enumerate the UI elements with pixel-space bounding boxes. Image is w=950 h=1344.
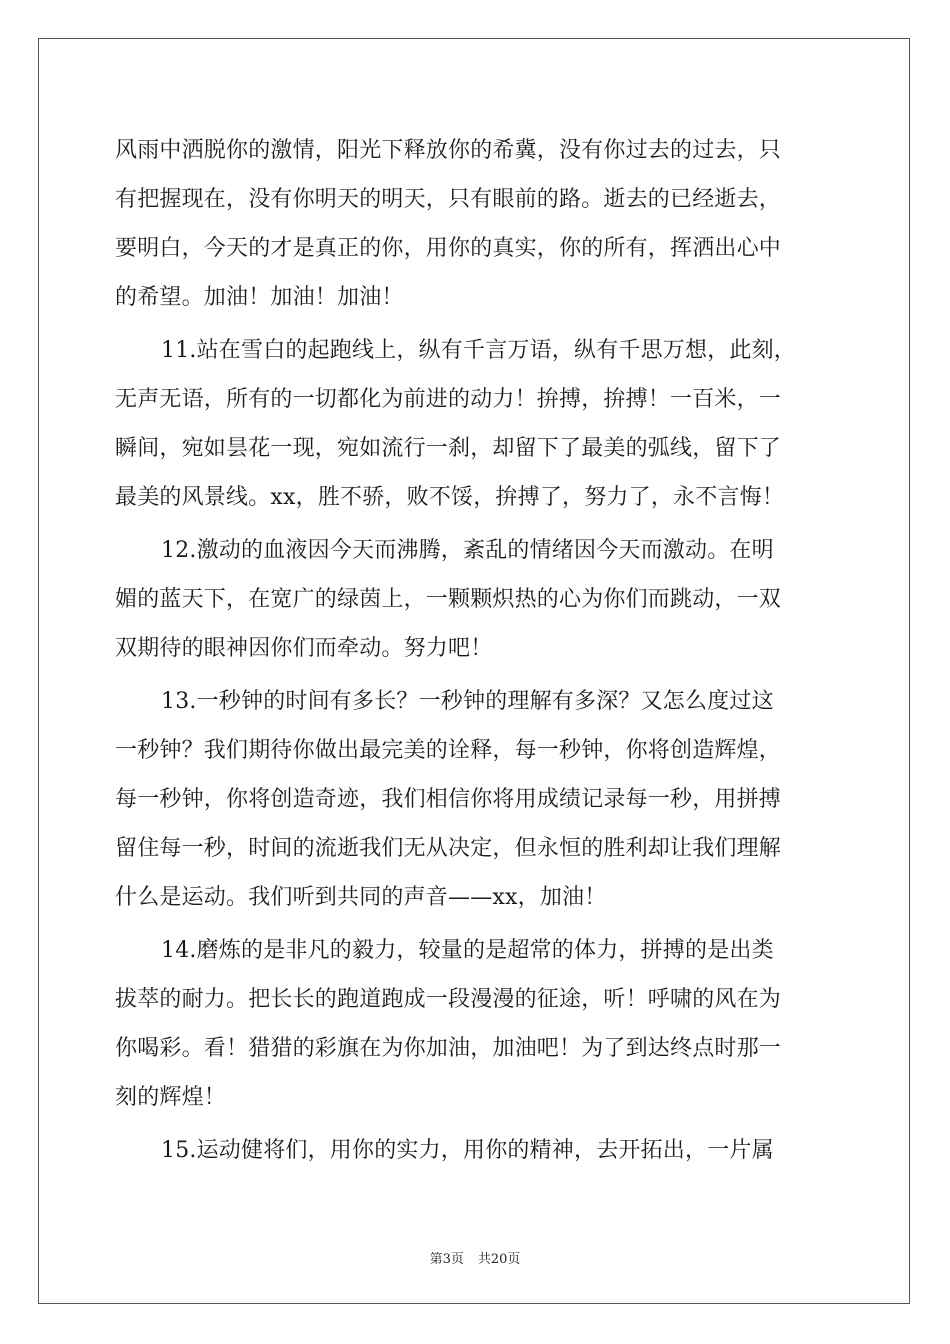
text-line: 有把握现在，没有你明天的明天，只有眼前的路。逝去的已经逝去， xyxy=(115,187,782,212)
text-line: 最美的风景线。xx，胜不骄，败不馁，拚搏了，努力了，永不言悔！ xyxy=(115,485,785,510)
text-line: 每一秒钟，你将创造奇迹，我们相信你将用成绩记录每一秒，用拼搏 xyxy=(115,787,782,812)
text-line: 一秒钟？我们期待你做出最完美的诠释，每一秒钟，你将创造辉煌， xyxy=(115,738,782,763)
paragraph-14-first-line: 14.磨炼的是非凡的毅力，较量的是超常的体力，拼搏的是出类 xyxy=(161,938,774,963)
paragraph-12-first-line: 12.激动的血液因今天而沸腾，紊乱的情绪因今天而激动。在明 xyxy=(161,538,774,563)
text-line: 风雨中洒脱你的激情，阳光下释放你的希冀，没有你过去的过去，只 xyxy=(115,138,782,163)
text-line: 留住每一秒，时间的流逝我们无从决定，但永恒的胜利却让我们理解 xyxy=(115,836,782,861)
document-body xyxy=(115,126,837,1175)
text-line: 瞬间，宛如昙花一现，宛如流行一刹，却留下了最美的弧线，留下了 xyxy=(115,436,782,461)
page-number: 第3页 xyxy=(429,1252,464,1267)
paragraph-15-first-line: 15.运动健将们，用你的实力，用你的精神，去开拓出，一片属 xyxy=(161,1138,774,1163)
text-line: 刻的辉煌！ xyxy=(115,1085,227,1110)
page-footer xyxy=(0,1248,950,1267)
paragraph-11-first-line: 11.站在雪白的起跑线上，纵有千言万语，纵有千思万想，此刻， xyxy=(161,338,796,363)
text-line: 的希望。加油！加油！加油！ xyxy=(115,285,404,310)
text-line: 你喝彩。看！猎猎的彩旗在为你加油，加油吧！为了到达终点时那一 xyxy=(115,1036,782,1061)
text-line: 无声无语，所有的一切都化为前进的动力！拚搏，拚搏！一百米，一 xyxy=(115,387,782,412)
text-line: 拔萃的耐力。把长长的跑道跑成一段漫漫的征途，听！呼啸的风在为 xyxy=(115,987,782,1012)
paragraph-13-first-line: 13.一秒钟的时间有多长？一秒钟的理解有多深？又怎么度过这 xyxy=(161,689,774,714)
text-line: 双期待的眼神因你们而牵动。努力吧！ xyxy=(115,636,493,661)
text-line: 要明白，今天的才是真正的你，用你的真实，你的所有，挥洒出心中 xyxy=(115,236,782,261)
text-line: 什么是运动。我们听到共同的声音——xx，加油！ xyxy=(115,885,607,910)
page-total: 共20页 xyxy=(477,1252,521,1267)
text-line: 媚的蓝天下，在宽广的绿茵上，一颗颗炽热的心为你们而跳动，一双 xyxy=(115,587,782,612)
